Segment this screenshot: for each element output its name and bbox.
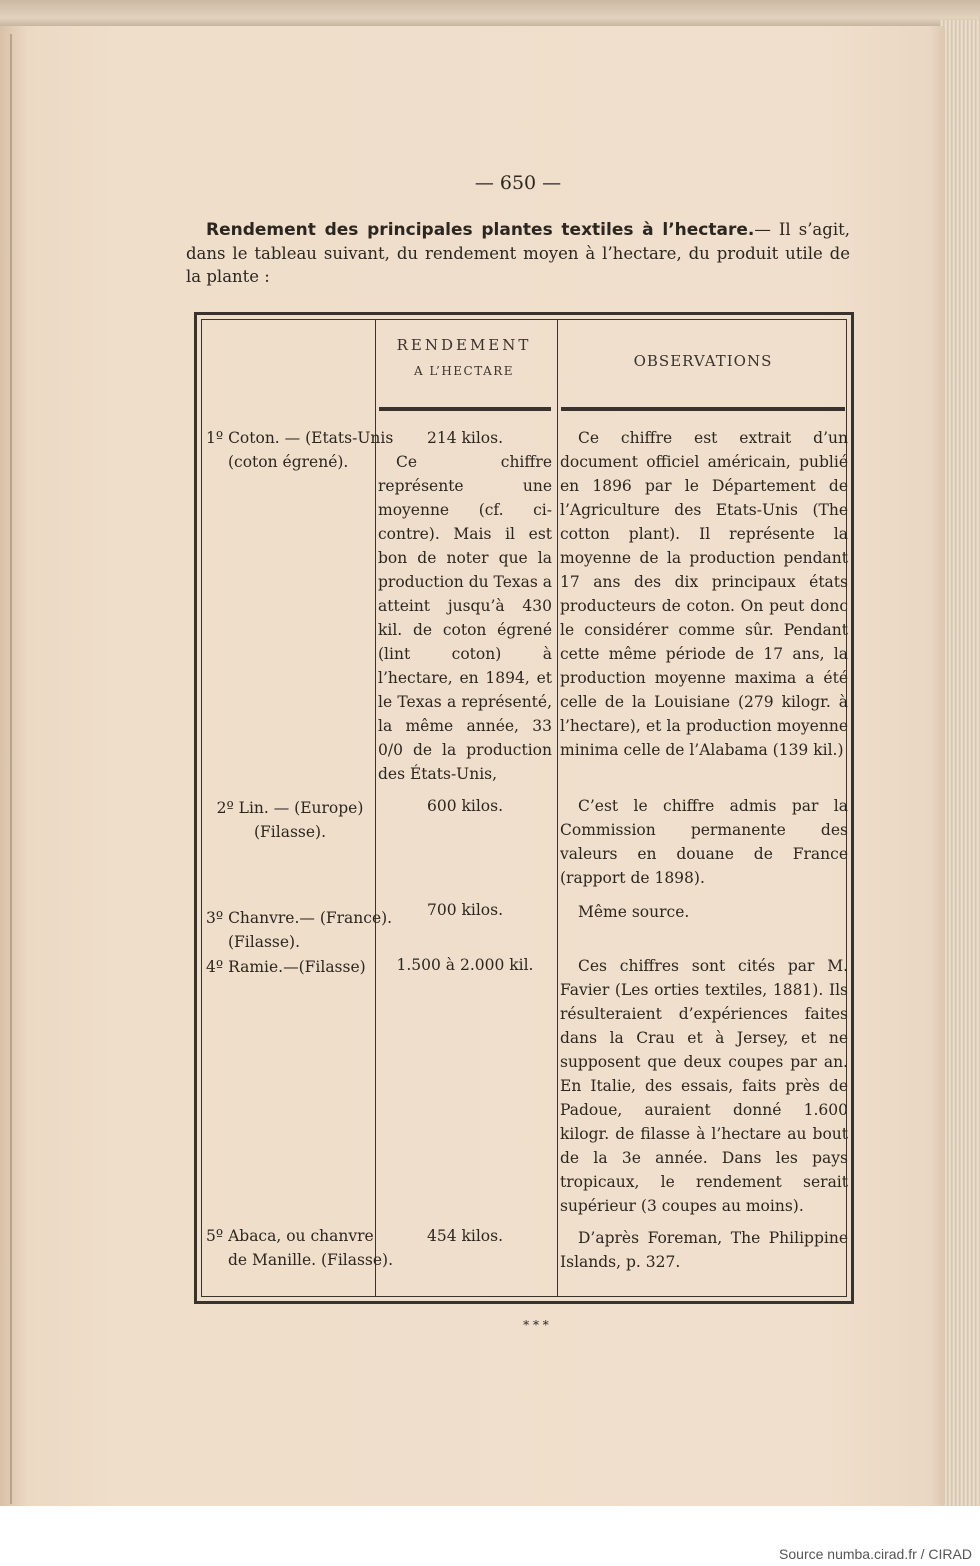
row-5-plant: 5º Abaca, ou chanvre de Manille. (Filasse). [206, 1227, 394, 1269]
row-3-plant: 3º Chanvre.— (France). (Filasse). [206, 909, 393, 951]
col-header-rendement [376, 336, 552, 378]
page-stack-edge [940, 20, 980, 1520]
row-4-plant: 4º Ramie.—(Filasse) [206, 958, 366, 976]
footer-band [0, 1506, 980, 1566]
source-credit: Source numba.cirad.fr / CIRAD [779, 1546, 972, 1562]
row-1-yield-note: Ce chiffre représente une moyenne (cf. ci-contre). Mais il est bon de noter que la production du Texas a atteint jusqu’à 430 kil. de coton égrené (lint coton) à l’hectare, en 1894, et le Texas a représenté, la même année, 33 0/0 de la production des États-Unis, [378, 453, 552, 783]
row-3-yield: 700 kilos. [426, 901, 504, 919]
page-number: — 650 — [474, 172, 562, 194]
row-1-yield: 214 kilos. [426, 429, 504, 447]
col-header-observations: OBSERVATIONS [633, 352, 773, 370]
row-2-observation: C’est le chiffre admis par la Commission permanente des valeurs en douane de France (rapport de 1898). [560, 797, 848, 887]
row-4-yield: 1.500 à 2.000 kil. [396, 956, 534, 974]
header-rule-col2 [379, 407, 551, 411]
end-asterism: * * * [523, 1318, 549, 1332]
row-5-observation: D’après Foreman, The Philippine Islands, p. 327. [560, 1229, 848, 1271]
row-5-yield: 454 kilos. [426, 1227, 504, 1245]
row-1-observation: Ce chiffre est extrait d’un document officiel américain, publié en 1896 par le Département de l’Agriculture des Etats-Unis (The cotton plant). Il représente la moyenne de la production pendant 17 ans des dix principaux états producteurs de coton. On peut donc le considérer comme sûr. Pendant cette même période de 17 ans, la production moyenne maxima a été celle de la Louisiane (279 kilogr. à l’hectare), et la production moyenne minima celle de l’Alabama (139 kil.) [560, 429, 848, 759]
row-1-plant: 1º Coton. — (Etats-Unis (coton égrené). [206, 429, 394, 471]
row-2-plant: 2º Lin. — (Europe) (Filasse). [216, 799, 364, 841]
col-header-rendement-title: RENDEMENT [396, 336, 532, 354]
row-3-observation: Même source. [578, 903, 690, 921]
binding-shadow [10, 34, 12, 1504]
heading-title: Rendement des principales plantes textiles à l’hectare. [206, 220, 755, 240]
col-header-rendement-sub: A L’HECTARE [413, 364, 515, 378]
row-4-observation: Ces chiffres sont cités par M. Favier (Les orties textiles, 1881). Ils résulteraient d’expériences faites dans la Crau et à Jersey, et ne supposent que deux coupes par an. En Italie, des essais, faits près de Padoue, auraient donné 1.600 kilogr. de filasse à l’hectare au bout de la 3e année. Dans les pays tropicaux, le rendement serait supérieur (3 coupes au moins). [560, 957, 848, 1215]
section-heading [186, 218, 850, 288]
header-rule-col3 [561, 407, 845, 411]
column-divider-2 [557, 319, 558, 1297]
row-2-yield: 600 kilos. [426, 797, 504, 815]
heading-text: — Il s’agit, dans le tableau suivant, du rendement moyen à l’hectare, du produit utile de la plante : [186, 220, 850, 286]
